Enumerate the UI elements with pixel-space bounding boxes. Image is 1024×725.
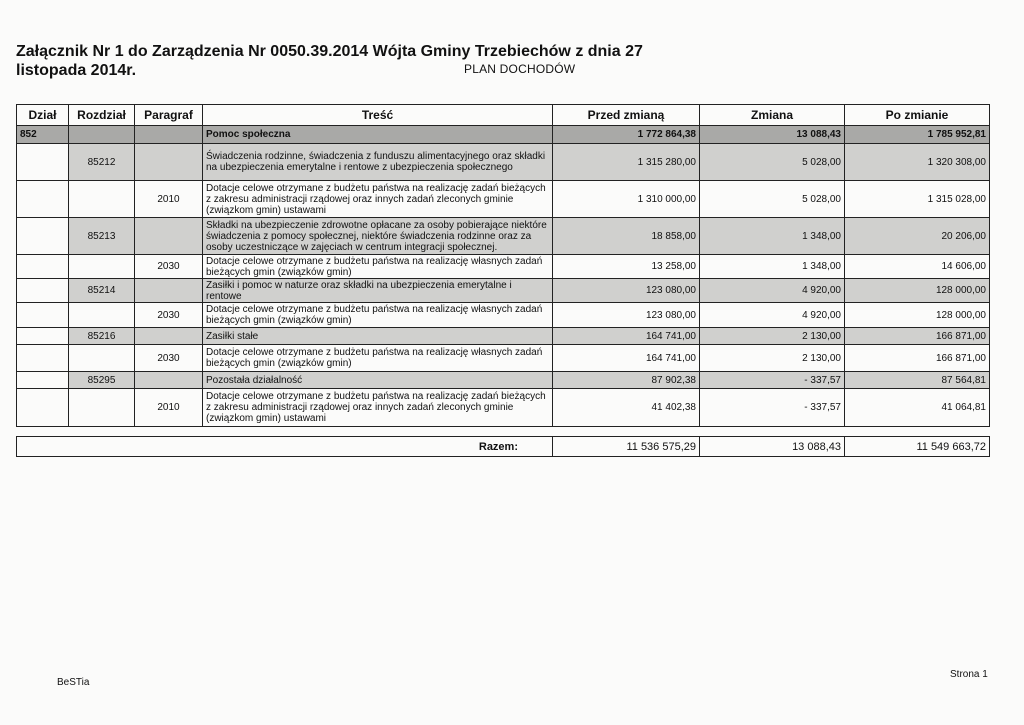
cell-dzial (17, 218, 69, 255)
cell-dzial (17, 389, 69, 427)
cell-zmiana: 5 028,00 (700, 181, 845, 218)
table-row (17, 126, 990, 144)
cell-przed: 164 741,00 (553, 345, 700, 372)
table-row (17, 218, 990, 255)
cell-rozdzial: 85216 (69, 328, 135, 345)
cell-przed: 1 315 280,00 (553, 144, 700, 181)
cell-paragraf (135, 372, 203, 389)
cell-dzial (17, 144, 69, 181)
cell-po: 41 064,81 (845, 389, 990, 427)
cell-rozdzial: 85214 (69, 279, 135, 303)
cell-paragraf: 2030 (135, 345, 203, 372)
cell-po: 14 606,00 (845, 255, 990, 279)
cell-przed: 123 080,00 (553, 279, 700, 303)
cell-rozdzial (69, 181, 135, 218)
header-przed-zmiana: Przed zmianą (553, 105, 700, 126)
cell-tresc: Składki na ubezpieczenie zdrowotne opłacane za osoby pobierające niektóre świadczenia z pomocy społecznej, niektóre świadczenia rodzinne oraz za osoby uczestniczące w zajęciach w centrum integracji społecznej. (203, 218, 553, 255)
cell-przed: 87 902,38 (553, 372, 700, 389)
cell-przed: 164 741,00 (553, 328, 700, 345)
cell-paragraf: 2010 (135, 389, 203, 427)
cell-przed: 1 310 000,00 (553, 181, 700, 218)
cell-rozdzial (69, 389, 135, 427)
cell-paragraf: 2010 (135, 181, 203, 218)
cell-dzial (17, 255, 69, 279)
cell-tresc: Dotacje celowe otrzymane z budżetu państwa na realizację własnych zadań bieżących gmin (związków gmin) (203, 303, 553, 328)
table-row (17, 181, 990, 218)
cell-paragraf (135, 328, 203, 345)
total-table (16, 436, 990, 457)
cell-po: 166 871,00 (845, 328, 990, 345)
total-row (17, 437, 990, 457)
header-zmiana: Zmiana (700, 105, 845, 126)
footer-software-name: BeSTia (57, 677, 90, 688)
cell-tresc: Dotacje celowe otrzymane z budżetu państwa na realizację własnych zadań bieżących gmin (związków gmin) (203, 255, 553, 279)
cell-po: 128 000,00 (845, 303, 990, 328)
table-row (17, 303, 990, 328)
cell-po: 1 315 028,00 (845, 181, 990, 218)
cell-paragraf (135, 126, 203, 144)
page-number: Strona 1 (950, 669, 988, 680)
table-row (17, 255, 990, 279)
table-row (17, 144, 990, 181)
table-row (17, 345, 990, 372)
cell-przed: 123 080,00 (553, 303, 700, 328)
cell-po: 87 564,81 (845, 372, 990, 389)
cell-po: 166 871,00 (845, 345, 990, 372)
cell-paragraf: 2030 (135, 303, 203, 328)
header-dzial: Dział (17, 105, 69, 126)
cell-po: 1 320 308,00 (845, 144, 990, 181)
table-row (17, 389, 990, 427)
cell-tresc: Dotacje celowe otrzymane z budżetu państwa na realizację zadań bieżących z zakresu administracji rządowej oraz innych zadań zleconych gminie (związkom gmin) ustawami (203, 389, 553, 427)
cell-paragraf (135, 218, 203, 255)
total-label: Razem: (17, 437, 553, 457)
cell-zmiana: 4 920,00 (700, 279, 845, 303)
header-rozdzial: Rozdział (69, 105, 135, 126)
cell-po: 1 785 952,81 (845, 126, 990, 144)
cell-rozdzial (69, 126, 135, 144)
total-przed: 11 536 575,29 (553, 437, 700, 457)
cell-dzial (17, 181, 69, 218)
cell-zmiana: 2 130,00 (700, 328, 845, 345)
cell-dzial (17, 372, 69, 389)
header-po-zmianie: Po zmianie (845, 105, 990, 126)
cell-zmiana: 4 920,00 (700, 303, 845, 328)
cell-przed: 13 258,00 (553, 255, 700, 279)
cell-rozdzial (69, 255, 135, 279)
cell-dzial (17, 345, 69, 372)
cell-paragraf (135, 279, 203, 303)
cell-zmiana: 1 348,00 (700, 218, 845, 255)
cell-po: 20 206,00 (845, 218, 990, 255)
cell-zmiana: - 337,57 (700, 389, 845, 427)
table-row (17, 328, 990, 345)
header-tresc: Treść (203, 105, 553, 126)
cell-rozdzial (69, 303, 135, 328)
cell-przed: 18 858,00 (553, 218, 700, 255)
cell-przed: 1 772 864,38 (553, 126, 700, 144)
table-row (17, 279, 990, 303)
cell-dzial (17, 279, 69, 303)
total-po: 11 549 663,72 (845, 437, 990, 457)
header-paragraf: Paragraf (135, 105, 203, 126)
table-header-row (17, 105, 990, 126)
cell-tresc: Zasiłki stałe (203, 328, 553, 345)
cell-rozdzial (69, 345, 135, 372)
cell-zmiana: 5 028,00 (700, 144, 845, 181)
cell-rozdzial: 85213 (69, 218, 135, 255)
cell-tresc: Pozostała działalność (203, 372, 553, 389)
cell-tresc: Pomoc społeczna (203, 126, 553, 144)
cell-tresc: Zasiłki i pomoc w naturze oraz składki na ubezpieczenia emerytalne i rentowe (203, 279, 553, 303)
cell-zmiana: 13 088,43 (700, 126, 845, 144)
page-title: Załącznik Nr 1 do Zarządzenia Nr 0050.39.2014 Wójta Gminy Trzebiechów z dnia 27 listopada 2014r. (16, 43, 643, 79)
cell-przed: 41 402,38 (553, 389, 700, 427)
cell-zmiana: - 337,57 (700, 372, 845, 389)
cell-rozdzial: 85295 (69, 372, 135, 389)
cell-paragraf (135, 144, 203, 181)
table-row (17, 372, 990, 389)
cell-tresc: Dotacje celowe otrzymane z budżetu państwa na realizację zadań bieżących z zakresu administracji rządowej oraz innych zadań zleconych gminie (związkom gmin) ustawami (203, 181, 553, 218)
cell-dzial (17, 328, 69, 345)
page-subtitle: PLAN DOCHODÓW (464, 62, 576, 76)
cell-dzial: 852 (17, 126, 69, 144)
cell-po: 128 000,00 (845, 279, 990, 303)
cell-zmiana: 2 130,00 (700, 345, 845, 372)
cell-paragraf: 2030 (135, 255, 203, 279)
total-zmiana: 13 088,43 (700, 437, 845, 457)
income-plan-table (16, 104, 990, 427)
cell-rozdzial: 85212 (69, 144, 135, 181)
cell-tresc: Świadczenia rodzinne, świadczenia z funduszu alimentacyjnego oraz składki na ubezpieczenia emerytalne i rentowe z ubezpieczenia społecznego (203, 144, 553, 181)
cell-tresc: Dotacje celowe otrzymane z budżetu państwa na realizację własnych zadań bieżących gmin (związków gmin) (203, 345, 553, 372)
cell-dzial (17, 303, 69, 328)
cell-zmiana: 1 348,00 (700, 255, 845, 279)
